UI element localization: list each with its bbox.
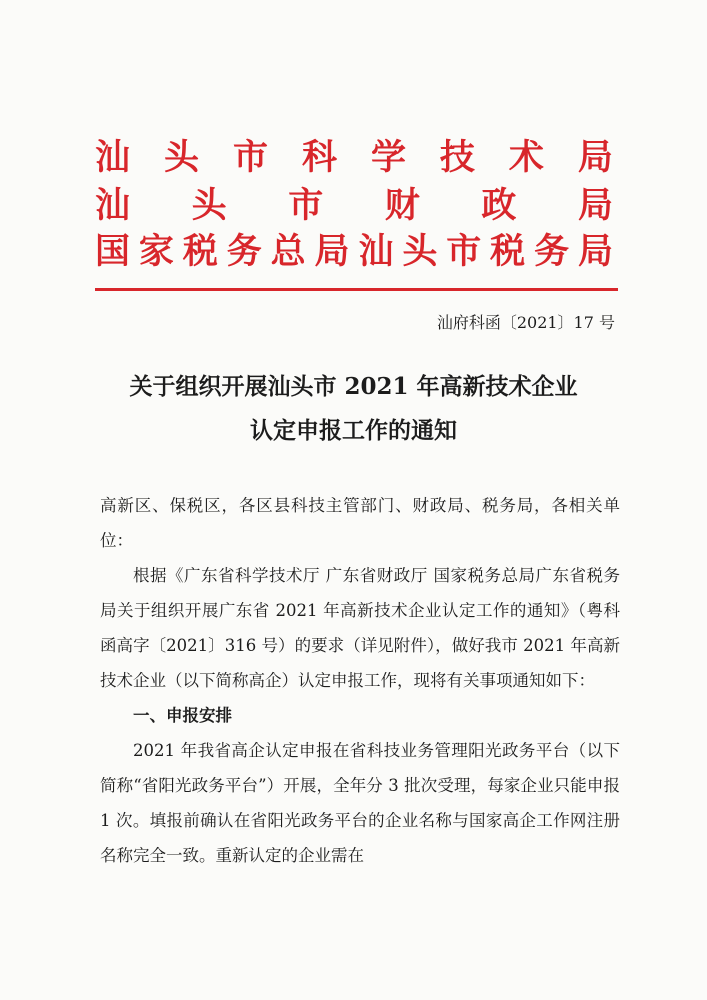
issuer-character: 科 xyxy=(301,137,337,178)
issuer-character: 局 xyxy=(577,137,613,178)
notice-title-line-1: 关于组织开展汕头市 2021 年高新技术企业 xyxy=(129,373,578,400)
notice-title-line-2: 认定申报工作的通知 xyxy=(250,417,457,444)
issuer-character: 税 xyxy=(490,231,526,272)
red-header-rule xyxy=(95,288,618,291)
issuer-character: 技 xyxy=(439,137,475,178)
issuer-character: 局 xyxy=(577,231,613,272)
issuer-character: 税 xyxy=(182,231,218,272)
issuer-character: 汕 xyxy=(95,185,131,226)
issuer-character: 头 xyxy=(402,231,438,272)
issuer-character: 市 xyxy=(232,137,268,178)
document-number: 汕府科函〔2021〕17 号 xyxy=(436,313,615,332)
issuer-character: 学 xyxy=(370,137,406,178)
issuer-character: 财 xyxy=(384,185,420,226)
issuer-character: 国 xyxy=(95,231,131,272)
issuer-character: 总 xyxy=(270,231,306,272)
issuer-character: 局 xyxy=(577,185,613,226)
issuer-line-science-bureau xyxy=(95,138,613,178)
issuer-character: 务 xyxy=(226,231,262,272)
issuer-line-tax-bureau xyxy=(95,232,613,272)
issuer-character: 家 xyxy=(138,231,174,272)
issuer-line-finance-bureau xyxy=(95,186,613,226)
issuer-character: 汕 xyxy=(358,231,394,272)
section-1-paragraph: 2021 年我省高企认定申报在省科技业务管理阳光政务平台（以下简称“省阳光政务平台”）开展，全年分 3 批次受理，每家企业只能申报 1 次。填报前确认在省阳光政务平台的企业名称与国家高企工作网注册名称完全一致。重新认定的企业需在 xyxy=(100,741,620,865)
issuer-character: 局 xyxy=(314,231,350,272)
issuer-character: 头 xyxy=(163,137,199,178)
issuer-character: 政 xyxy=(481,185,517,226)
issuer-character: 市 xyxy=(446,231,482,272)
notice-body xyxy=(100,488,620,873)
intro-paragraph: 根据《广东省科学技术厅 广东省财政厅 国家税务总局广东省税务局关于组织开展广东省 2021 年高新技术企业认定工作的通知》（粤科函高字〔2021〕316 号）的要求（详见附件），做好我市 2021 年高新技术企业（以下简称高企）认定申报工作，现将有关事项通知如下： xyxy=(100,566,620,690)
issuer-character: 市 xyxy=(288,185,324,226)
issuer-character: 汕 xyxy=(95,137,131,178)
issuer-character: 务 xyxy=(534,231,570,272)
section-heading-application-arrangement: 一、申报安排 xyxy=(133,706,232,725)
issuer-character: 术 xyxy=(508,137,544,178)
salutation: 高新区、保税区，各区县科技主管部门、财政局、税务局，各相关单位： xyxy=(100,496,620,550)
issuer-character: 头 xyxy=(191,185,227,226)
